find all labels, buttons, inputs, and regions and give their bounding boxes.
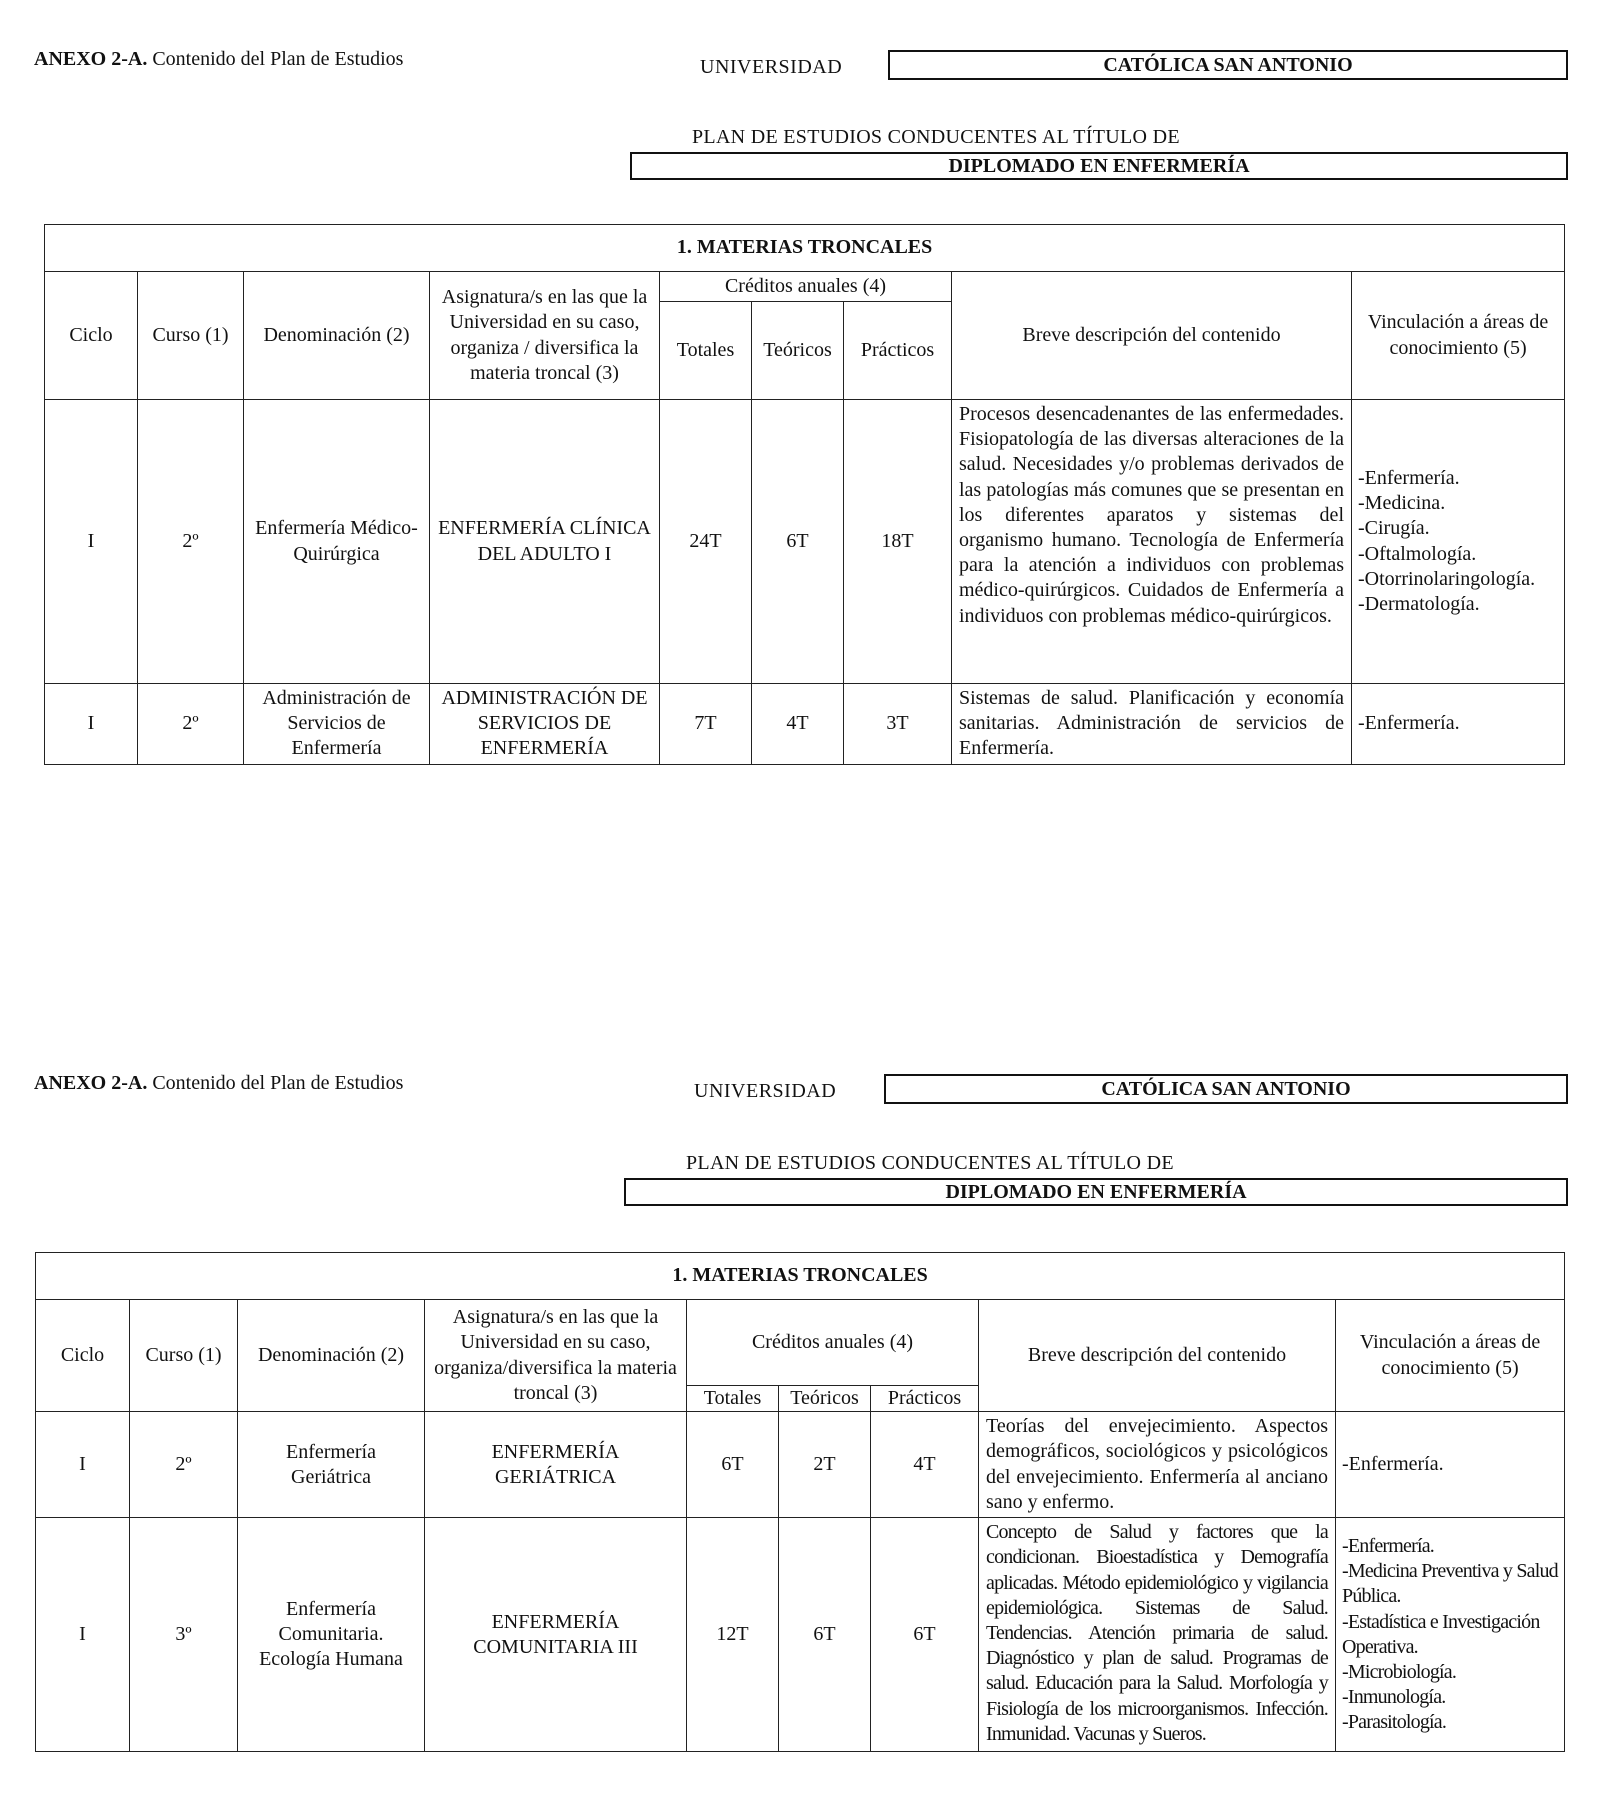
table-row <box>36 1518 1565 1752</box>
cell-areas <box>1352 684 1565 765</box>
cell-areas <box>1336 1412 1565 1518</box>
cell-descripcion: Concepto de Salud y factores que la condicionan. Bioestadística y Demografía aplicadas. Método epidemiológico y vigilancia epidemiológica. Sistemas de Salud. Tendencias. Atención primaria de salud. Diagnóstico y plan de salud. Programas de salud. Educación para la Salud. Morfología y Fisiología de los microorganismos. Infección. Inmunidad. Vacunas y Sueros. <box>979 1518 1336 1752</box>
annex-heading <box>34 48 403 71</box>
area-item: -Microbiología. <box>1342 1660 1457 1683</box>
cell-practicos: 18T <box>844 400 952 684</box>
area-item: -Parasitología. <box>1342 1711 1447 1734</box>
cell-totales: 12T <box>687 1518 779 1752</box>
table-row <box>36 1412 1565 1518</box>
header-vinculacion: Vinculación a áreas de conocimiento (5) <box>1352 272 1565 400</box>
header-totales: Totales <box>687 1386 779 1412</box>
cell-teoricos: 4T <box>752 684 844 765</box>
area-item: -Cirugía. <box>1358 517 1430 540</box>
area-item: -Medicina Preventiva y Salud Pública. <box>1342 1560 1558 1608</box>
degree-title: DIPLOMADO EN ENFERMERÍA <box>630 152 1568 180</box>
cell-totales: 6T <box>687 1412 779 1518</box>
header-curso: Curso (1) <box>130 1300 238 1412</box>
degree-title: DIPLOMADO EN ENFERMERÍA <box>624 1178 1568 1206</box>
cell-curso: 2º <box>138 684 244 765</box>
annex-heading <box>34 1072 403 1095</box>
cell-asignatura: ENFERMERÍA COMUNITARIA III <box>425 1518 687 1752</box>
area-item: -Otorrinolaringología. <box>1358 567 1536 590</box>
cell-teoricos: 6T <box>779 1518 871 1752</box>
cell-practicos: 4T <box>871 1412 979 1518</box>
cell-totales: 24T <box>660 400 752 684</box>
header-asignatura: Asignatura/s en las que la Universidad en su caso, organiza/diversifica la materia troncal (3) <box>425 1300 687 1412</box>
plan-label: PLAN DE ESTUDIOS CONDUCENTES AL TÍTULO DE <box>686 1152 1174 1174</box>
area-item: -Medicina. <box>1358 492 1446 515</box>
cell-teoricos: 2T <box>779 1412 871 1518</box>
cell-curso: 3º <box>130 1518 238 1752</box>
header-practicos: Prácticos <box>871 1386 979 1412</box>
table-title: 1. MATERIAS TRONCALES <box>45 225 1565 272</box>
cell-totales: 7T <box>660 684 752 765</box>
area-item: -Oftalmología. <box>1358 542 1477 565</box>
header-creditos: Créditos anuales (4) <box>660 272 952 302</box>
document-page-1 <box>0 0 1610 780</box>
cell-practicos: 6T <box>871 1518 979 1752</box>
university-name: CATÓLICA SAN ANTONIO <box>884 1074 1568 1104</box>
cell-ciclo: I <box>36 1412 130 1518</box>
header-ciclo: Ciclo <box>45 272 138 400</box>
cell-ciclo: I <box>45 684 138 765</box>
cell-descripcion: Procesos desencadenantes de las enfermedades. Fisiopatología de las diversas alteraciones de la salud. Necesidades y/o problemas derivados de las patologías más comunes que se presentan en los diferentes aparatos y sistemas del organismo humano. Tecnología de Enfermería para la atención a individuos con problemas médico-quirúrgicos. Cuidados de Enfermería a individuos con problemas médico-quirúrgicos. <box>952 400 1352 684</box>
cell-descripcion: Sistemas de salud. Planificación y economía sanitarias. Administración de servicios de Enfermería. <box>952 684 1352 765</box>
cell-descripcion: Teorías del envejecimiento. Aspectos demográficos, sociológicos y psicológicos del envejecimiento. Enfermería al anciano sano y enfermo. <box>979 1412 1336 1518</box>
header-ciclo: Ciclo <box>36 1300 130 1412</box>
cell-ciclo: I <box>36 1518 130 1752</box>
university-label: UNIVERSIDAD <box>694 1080 837 1102</box>
header-denominacion: Denominación (2) <box>244 272 430 400</box>
annex-code: ANEXO 2-A. <box>34 1072 148 1094</box>
cell-curso: 2º <box>130 1412 238 1518</box>
cell-areas <box>1352 400 1565 684</box>
header-totales: Totales <box>660 302 752 400</box>
subjects-table <box>35 1252 1565 1752</box>
header-denominacion: Denominación (2) <box>238 1300 425 1412</box>
cell-asignatura: ENFERMERÍA GERIÁTRICA <box>425 1412 687 1518</box>
cell-denominacion: Administración de Servicios de Enfermería <box>244 684 430 765</box>
header-descripcion: Breve descripción del contenido <box>952 272 1352 400</box>
document-page-2 <box>0 1030 1610 1800</box>
cell-practicos: 3T <box>844 684 952 765</box>
area-item: -Enfermería. <box>1358 712 1460 735</box>
cell-ciclo: I <box>45 400 138 684</box>
header-curso: Curso (1) <box>138 272 244 400</box>
header-practicos: Prácticos <box>844 302 952 400</box>
cell-denominacion: Enfermería Comunitaria. Ecología Humana <box>238 1518 425 1752</box>
table-title: 1. MATERIAS TRONCALES <box>36 1253 1565 1300</box>
area-item: -Estadística e Investigación Operativa. <box>1342 1610 1540 1658</box>
area-item: -Enfermería. <box>1342 1534 1435 1557</box>
cell-curso: 2º <box>138 400 244 684</box>
header-asignatura: Asignatura/s en las que la Universidad en su caso, organiza / diversifica la materia troncal (3) <box>430 272 660 400</box>
area-item: -Enfermería. <box>1358 466 1460 489</box>
cell-teoricos: 6T <box>752 400 844 684</box>
cell-denominacion: Enfermería Geriátrica <box>238 1412 425 1518</box>
subjects-table <box>44 224 1565 765</box>
annex-title: Contenido del Plan de Estudios <box>147 48 404 70</box>
cell-asignatura: ADMINISTRACIÓN DE SERVICIOS DE ENFERMERÍA <box>430 684 660 765</box>
area-item: -Dermatología. <box>1358 592 1480 615</box>
annex-title: Contenido del Plan de Estudios <box>147 1072 404 1094</box>
header-teoricos: Teóricos <box>752 302 844 400</box>
header-teoricos: Teóricos <box>779 1386 871 1412</box>
header-descripcion: Breve descripción del contenido <box>979 1300 1336 1412</box>
plan-label: PLAN DE ESTUDIOS CONDUCENTES AL TÍTULO DE <box>692 126 1180 148</box>
area-item: -Inmunología. <box>1342 1686 1446 1709</box>
table-row <box>45 400 1565 684</box>
header-vinculacion: Vinculación a áreas de conocimiento (5) <box>1336 1300 1565 1412</box>
area-item: -Enfermería. <box>1342 1453 1444 1476</box>
header-creditos: Créditos anuales (4) <box>687 1300 979 1386</box>
university-name: CATÓLICA SAN ANTONIO <box>888 50 1568 80</box>
university-label: UNIVERSIDAD <box>700 56 843 78</box>
cell-asignatura: ENFERMERÍA CLÍNICA DEL ADULTO I <box>430 400 660 684</box>
cell-denominacion: Enfermería Médico-Quirúrgica <box>244 400 430 684</box>
table-row <box>45 684 1565 765</box>
annex-code: ANEXO 2-A. <box>34 48 148 70</box>
cell-areas <box>1336 1518 1565 1752</box>
